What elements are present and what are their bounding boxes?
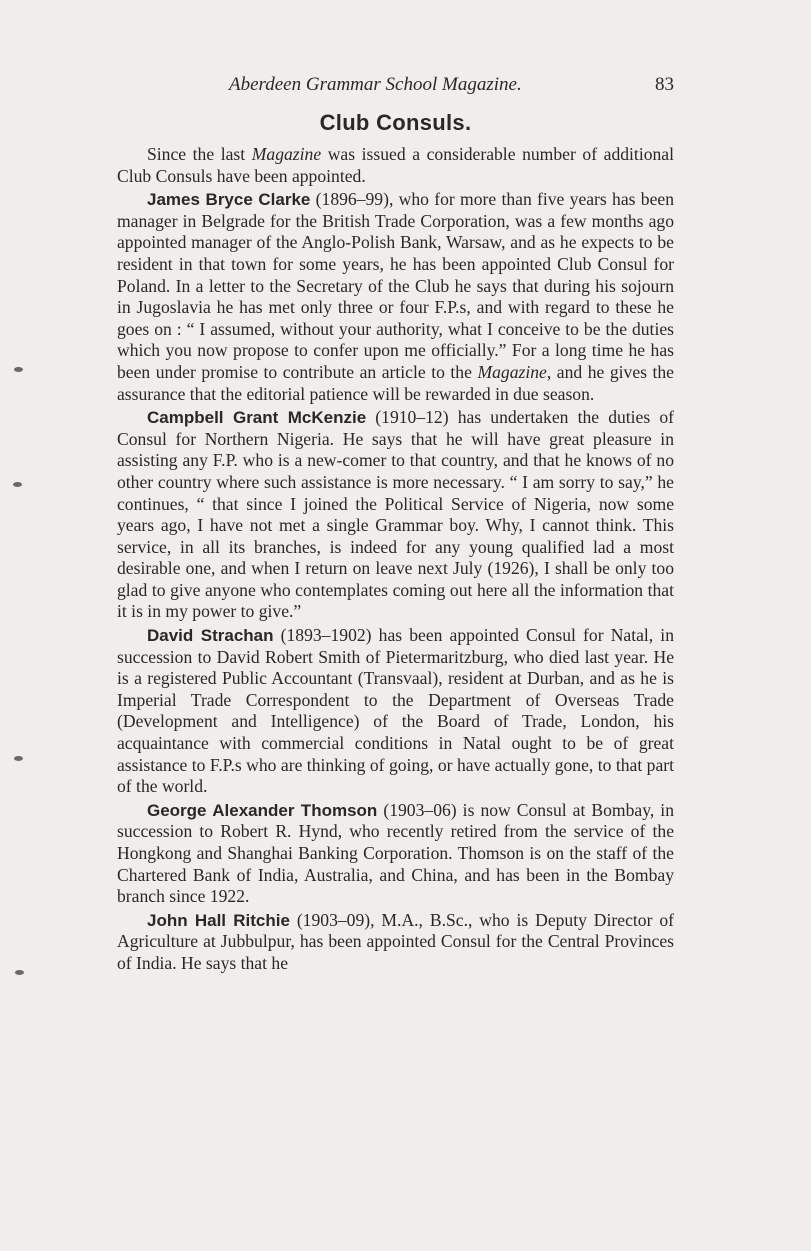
entry-text: (1910–12) has undertaken the duties of Consul for Northern Nigeria. He says that he will have great pleasure in assisting any F.P. who is a new-comer to that country, and that he knows of no other country where such assistance is more necessary. “ I am sorry to say,” he continues, “ that since I joined the Political Service of Nigeria, now some years ago, I have not met a single Grammar boy. Why, I cannot think. This service, in all its branches, is indeed for any young qualified lad a most desirable one, and when I return on leave next July (1926), I shall be only too glad to give anyone who contemplates coming out here all the information that it is in my power to give.” xyxy=(117,407,674,622)
consul-name: Campbell Grant McKenzie xyxy=(147,408,367,428)
entry-text-end: , and he gives the assurance that the editorial patience will be rewarded in due season. xyxy=(117,361,674,404)
consul-name: David Strachan xyxy=(147,626,274,646)
intro-paragraph xyxy=(117,144,674,187)
margin-mark xyxy=(15,970,24,975)
consul-name: John Hall Ritchie xyxy=(147,910,290,930)
consul-name: George Alexander Thomson xyxy=(147,800,378,820)
consul-name: James Bryce Clarke xyxy=(147,190,311,210)
article-title: Club Consuls. xyxy=(319,110,472,135)
margin-mark xyxy=(13,482,22,487)
entry-paragraph xyxy=(117,910,674,975)
entry-text: (1896–99), who for more than five years has been manager in Belgrade for the British Trade Corporation, was a few months ago appointed manager of the Anglo-Polish Bank, Warsaw, and as he expects to be resident in that town for some years, he has been appointed Club Consul for Poland. In a letter to the Secretary of the Club he says that during his sojourn in Jugoslavia he has met only three or four F.P.s, and with regard to these he goes on : “ I assumed, without your authority, what I conceive to be the duties which you now propose to confer upon me officially.” For a long time he has been under promise to contribute an article to the xyxy=(117,189,674,382)
entry-text: (1893–1902) has been appointed Consul for Natal, in succession to David Robert Smith of Pietermaritzburg, who died last year. He is a registered Public Accountant (Transvaal), resident at Durban, and as he is Imperial Trade Correspondent to the Department of Overseas Trade (Development and Intelligence) of the Board of Trade, London, his acquaintance with commercial conditions in Natal ought to be of great assistance to F.P.s who are thinking of going, or have actually gone, to that part of the world. xyxy=(117,625,674,797)
magazine-title: Aberdeen Grammar School Magazine. xyxy=(229,74,522,95)
entry-paragraph xyxy=(117,625,674,798)
page-number: 83 xyxy=(655,74,674,95)
entry-paragraph xyxy=(117,800,674,908)
entry-text: (1903–09), M.A., B.Sc., who is Deputy Director of Agriculture at Jubbulpur, has been appointed Consul for the Central Provinces of India. He says that he xyxy=(117,909,674,973)
margin-mark xyxy=(14,756,23,761)
entry-paragraph xyxy=(117,189,674,405)
running-header xyxy=(117,70,674,106)
intro-text-start: Since the last xyxy=(147,144,252,164)
intro-text-end: was issued a considerable number of additional Club Consuls have been appointed. xyxy=(117,144,674,186)
entry-paragraph xyxy=(117,407,674,623)
margin-mark xyxy=(14,367,23,372)
magazine-italic: Magazine xyxy=(477,361,547,382)
entry-text: (1903–06) is now Consul at Bombay, in succession to Robert R. Hynd, who recently retired from the service of the Hongkong and Shanghai Banking Corporation. Thomson is on the staff of the Chartered Bank of India, Australia, and China, and has been in the Bombay branch since 1922. xyxy=(117,799,674,907)
page-body xyxy=(117,70,674,977)
magazine-italic: Magazine xyxy=(251,144,322,164)
